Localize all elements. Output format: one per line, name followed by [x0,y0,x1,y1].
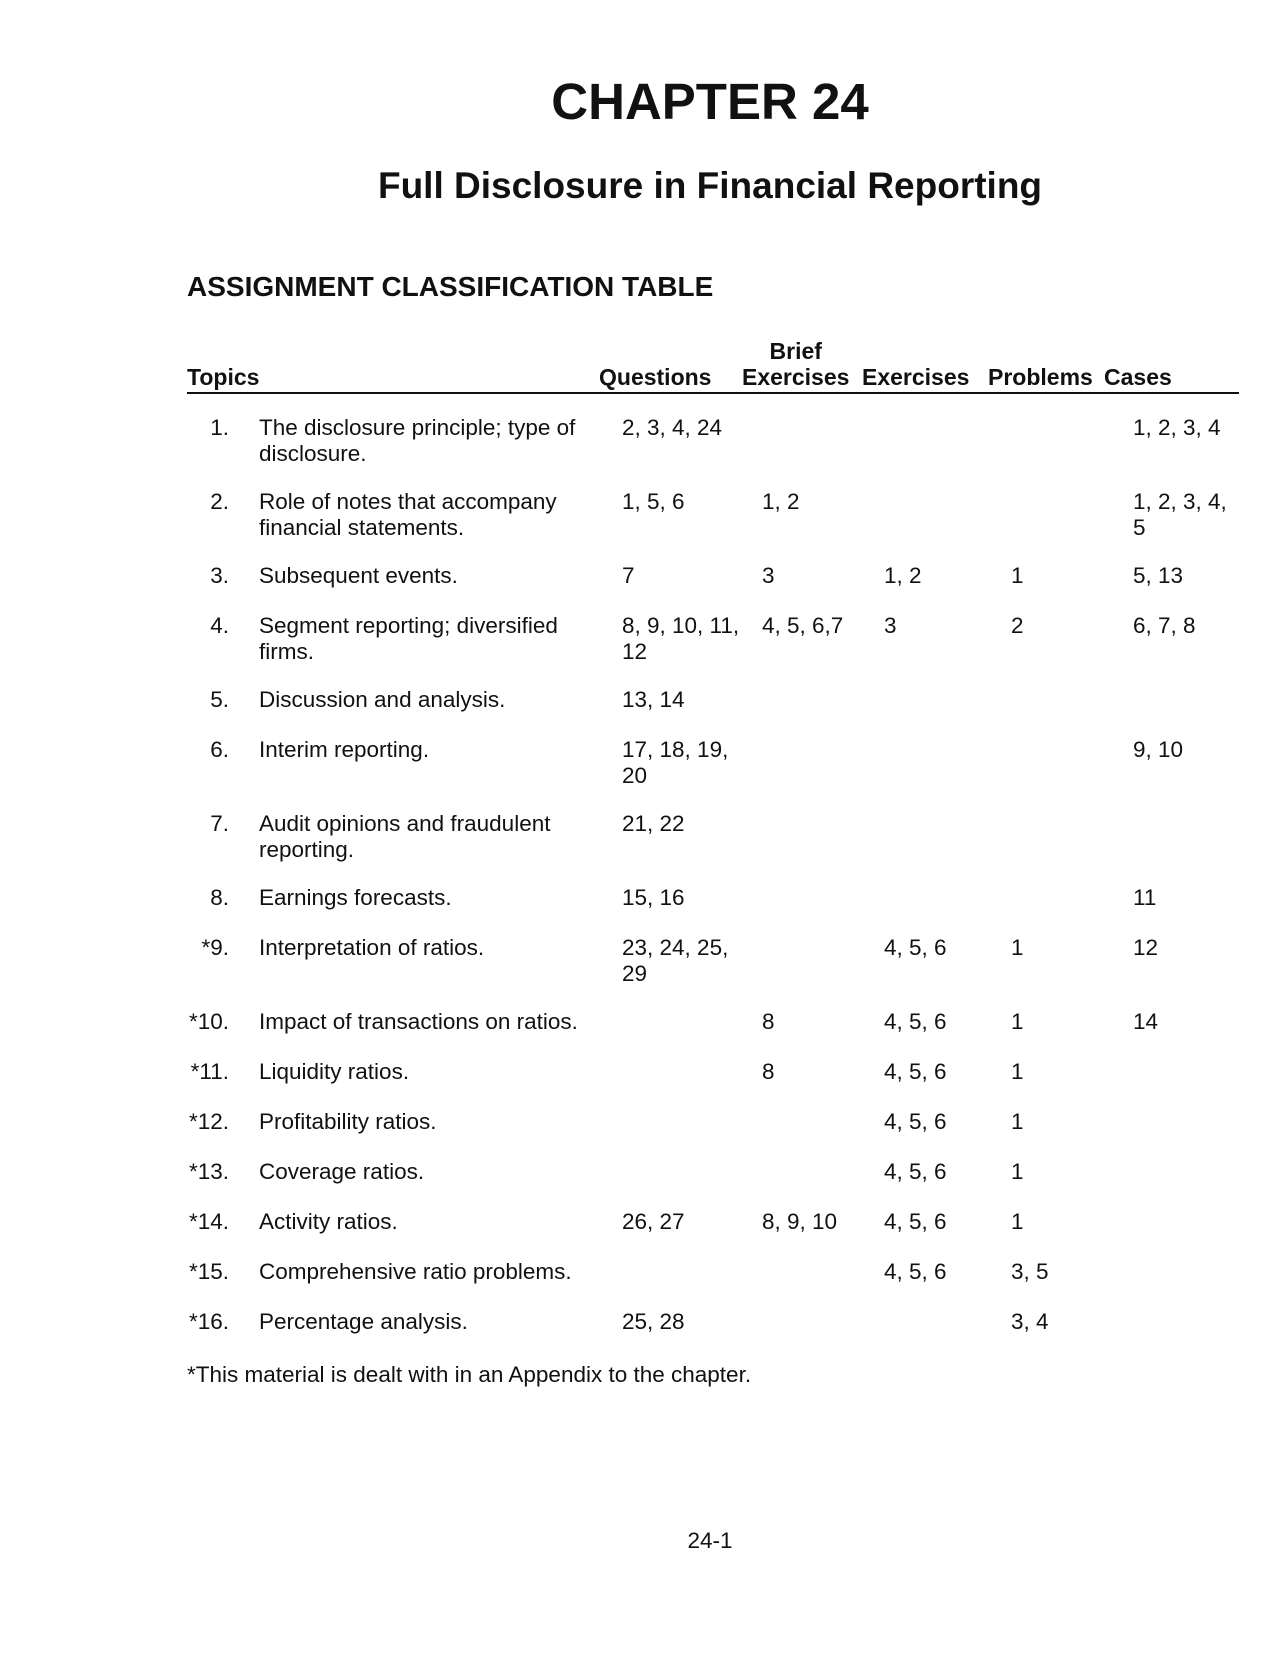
row-exercises: 4, 5, 6 [884,1059,947,1084]
row-number: *12. [188,1109,229,1134]
row-cases: 5, 13 [1133,563,1184,588]
row-brief-exercises: 3 [762,563,775,588]
row-questions: 1, 5, 6 [622,489,685,514]
row-topic: Role of notes that accompany financial statements. [259,489,557,540]
row-topic: Coverage ratios. [259,1159,425,1184]
row-exercises: 4, 5, 6 [884,935,947,960]
row-questions: 2, 3, 4, 24 [622,415,723,440]
row-problems: 1 [1011,935,1024,960]
row-number: 4. [210,613,229,638]
row-problems: 3, 4 [1011,1309,1049,1334]
row-problems: 2 [1011,613,1024,638]
row-questions: 17, 18, 19, 20 [622,737,729,788]
header-brief-line2: Exercises [742,364,850,390]
row-exercises: 3 [884,613,897,638]
row-topic: Percentage analysis. [259,1309,468,1334]
chapter-subtitle: Full Disclosure in Financial Reporting [377,165,1043,206]
header-topics: Topics [187,364,260,390]
row-questions: 25, 28 [622,1309,685,1334]
row-brief-exercises: 8 [762,1009,775,1034]
row-cases: 1, 2, 3, 4, 5 [1133,489,1227,540]
row-topic: Impact of transactions on ratios. [259,1009,578,1034]
row-questions: 26, 27 [622,1209,685,1234]
header-cases: Cases [1104,364,1172,390]
header-questions: Questions [599,364,712,390]
row-cases: 11 [1133,885,1157,910]
row-exercises: 4, 5, 6 [884,1109,947,1134]
row-questions: 7 [622,563,635,588]
table-heading: ASSIGNMENT CLASSIFICATION TABLE [187,271,714,302]
row-number: *9. [201,935,229,960]
row-number: 7. [210,811,229,836]
row-exercises: 4, 5, 6 [884,1209,947,1234]
row-topic: Segment reporting; diversified firms. [259,613,558,664]
row-number: *13. [188,1159,229,1184]
row-number: 1. [210,415,229,440]
header-problems: Problems [988,364,1093,390]
header-exercises: Exercises [862,364,970,390]
row-topic: Interim reporting. [259,737,430,762]
row-topic: Activity ratios. [259,1209,398,1234]
row-brief-exercises: 1, 2 [762,489,800,514]
row-topic: Interpretation of ratios. [259,935,485,960]
row-cases: 6, 7, 8 [1133,613,1196,638]
row-brief-exercises: 4, 5, 6,7 [762,613,844,638]
header-brief-exercises [742,338,849,390]
page-number: 24-1 [687,1528,733,1553]
header-brief-line1: Brief [769,338,822,364]
row-questions: 13, 14 [622,687,685,712]
chapter-title: CHAPTER 24 [551,73,869,130]
row-topic: Earnings forecasts. [259,885,452,910]
row-brief-exercises: 8 [762,1059,775,1084]
row-topic: Subsequent events. [259,563,458,588]
row-number: 5. [210,687,229,712]
row-brief-exercises: 8, 9, 10 [762,1209,838,1234]
row-number: 8. [210,885,229,910]
row-problems: 1 [1011,1209,1024,1234]
row-problems: 1 [1011,563,1024,588]
row-cases: 12 [1133,935,1159,960]
row-cases: 14 [1133,1009,1159,1034]
row-topic: The disclosure principle; type of disclosure. [259,415,576,466]
row-problems: 3, 5 [1011,1259,1049,1284]
row-topic: Profitability ratios. [259,1109,437,1134]
row-number: *15. [188,1259,229,1284]
row-questions: 23, 24, 25, 29 [622,935,729,986]
row-exercises: 4, 5, 6 [884,1009,947,1034]
row-topic: Comprehensive ratio problems. [259,1259,572,1284]
row-problems: 1 [1011,1059,1024,1084]
row-number: 2. [210,489,229,514]
row-questions: 8, 9, 10, 11, 12 [622,613,740,664]
row-exercises: 4, 5, 6 [884,1159,947,1184]
row-questions: 21, 22 [622,811,685,836]
row-topic: Discussion and analysis. [259,687,506,712]
row-cases: 1, 2, 3, 4 [1133,415,1221,440]
row-number: 6. [210,737,229,762]
row-topic: Liquidity ratios. [259,1059,410,1084]
row-exercises: 4, 5, 6 [884,1259,947,1284]
row-number: *16. [188,1309,229,1334]
row-problems: 1 [1011,1009,1024,1034]
row-problems: 1 [1011,1159,1024,1184]
row-topic: Audit opinions and fraudulent reporting. [259,811,551,862]
row-number: *10. [188,1009,229,1034]
row-cases: 9, 10 [1133,737,1184,762]
row-number: 3. [210,563,229,588]
row-problems: 1 [1011,1109,1024,1134]
row-number: *14. [188,1209,229,1234]
row-exercises: 1, 2 [884,563,922,588]
row-questions: 15, 16 [622,885,685,910]
row-number: *11. [190,1059,229,1084]
table-header-row [187,337,1239,394]
appendix-footnote: *This material is dealt with in an Appendix to the chapter. [187,1362,752,1387]
